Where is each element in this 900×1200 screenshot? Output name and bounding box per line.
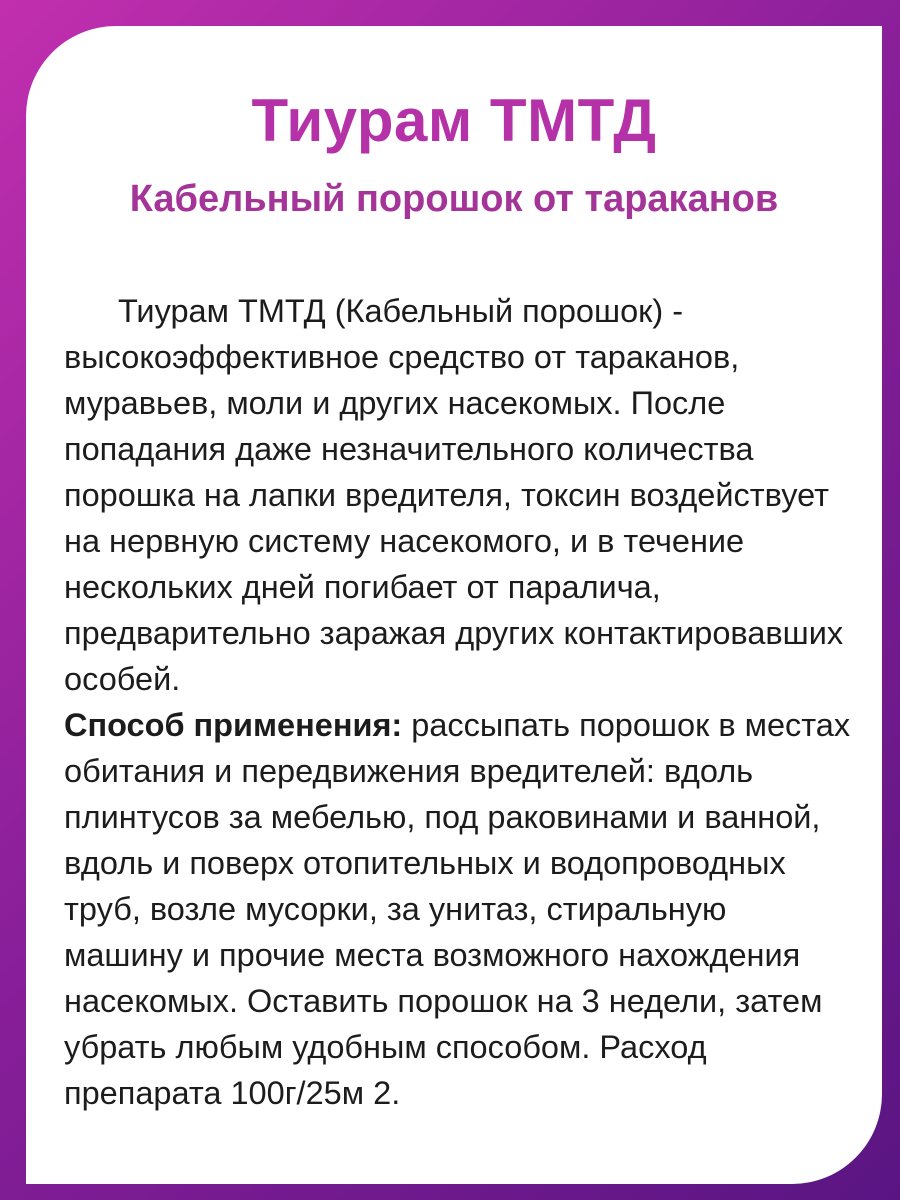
info-card xyxy=(26,26,882,1184)
product-description-block xyxy=(64,288,854,1116)
product-title: Тиурам ТМТД xyxy=(251,87,657,154)
usage-label: Способ применения: xyxy=(64,707,403,743)
product-subtitle: Кабельный порошок от тараканов xyxy=(129,178,779,220)
usage-text: рассыпать порошок в местах обитания и передвижения вредителей: вдоль плинтусов за мебелью, под раковинами и ванной, вдоль и поверх отопительных и водопроводных труб, возле мусорки, за унитаз, стиральную машину и прочие места возможного нахождения насекомых. Оставить порошок на 3 недели, затем убрать любым удобным способом. Расход препарата 100г/25м 2. xyxy=(64,707,851,1111)
product-description: Тиурам ТМТД (Кабельный порошок) - высокоэффективное средство от тараканов, муравьев, моли и других насекомых. После попадания даже незначительного количества порошка на лапки вредителя, токсин воздействует на нервную систему насекомого, и в течение нескольких дней погибает от паралича, предварительно заражая других контактировавших особей. xyxy=(64,293,844,697)
usage-instructions xyxy=(64,702,854,1116)
